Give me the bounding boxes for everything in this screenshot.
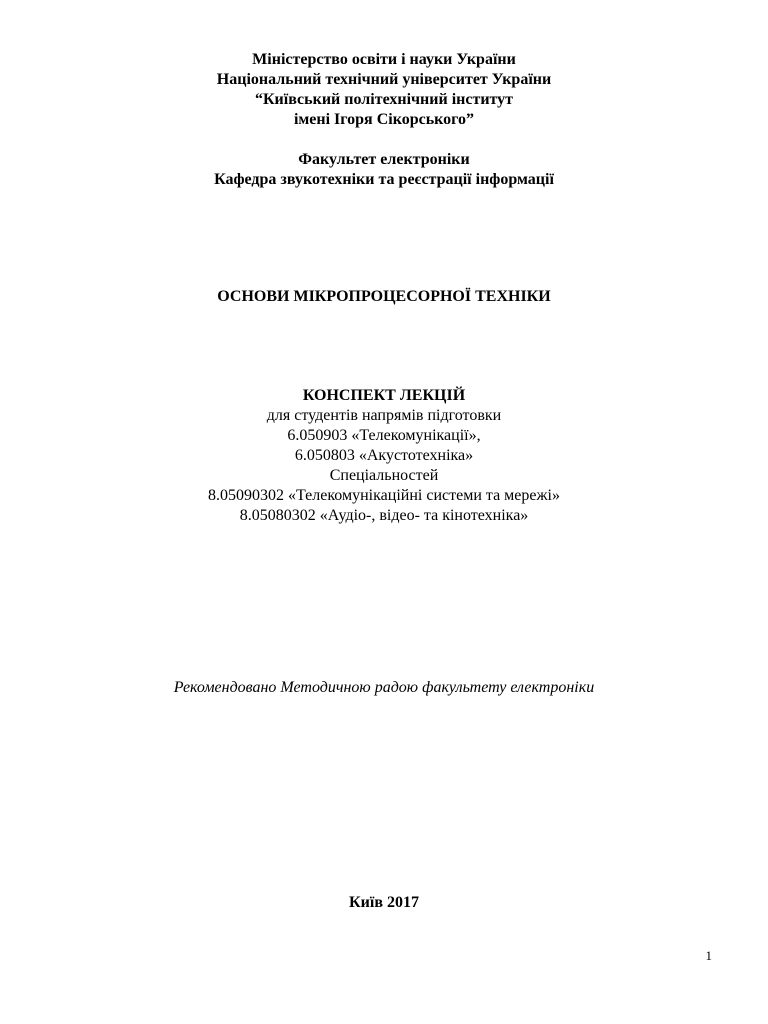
- specialty-audio-video: 8.05080302 «Аудіо-, відео- та кінотехніка»: [239, 507, 529, 524]
- audience-line: для студентів напрямів підготовки: [266, 407, 502, 424]
- institution-header: [0, 50, 768, 130]
- course-title: ОСНОВИ МІКРОПРОЦЕСОРНОЇ ТЕХНІКИ: [217, 288, 551, 305]
- page-number: 1: [705, 948, 712, 963]
- university-name: Національний технічний університет України: [216, 71, 552, 88]
- specialty-telecom-systems: 8.05090302 «Телекомунікаційні системи та мережі»: [207, 487, 560, 504]
- program-telecom: 6.050903 «Телекомунікації»,: [287, 427, 481, 444]
- institute-named-after: імені Ігоря Сікорського”: [293, 111, 475, 128]
- lecture-notes-heading: КОНСПЕКТ ЛЕКЦІЙ: [302, 387, 466, 404]
- faculty-block: [0, 150, 768, 190]
- department-name: Кафедра звукотехніки та реєстрації інформації: [214, 171, 554, 188]
- program-acoustics: 6.050803 «Акустотехніка»: [294, 447, 474, 464]
- lecture-notes-block: [0, 386, 768, 526]
- recommendation-block: [0, 678, 768, 698]
- institute-name: “Київський політехнічний інститут: [254, 91, 514, 108]
- faculty-name: Факультет електроніки: [298, 151, 470, 168]
- ministry-name: Міністерство освіти і науки України: [252, 51, 516, 68]
- recommendation-text: Рекомендовано Методичною радою факультету електроніки: [173, 679, 595, 696]
- course-title-block: [0, 287, 768, 307]
- specialties-label: Спеціальностей: [329, 467, 439, 484]
- city-year: Київ 2017: [349, 894, 419, 911]
- city-year-block: [0, 893, 768, 913]
